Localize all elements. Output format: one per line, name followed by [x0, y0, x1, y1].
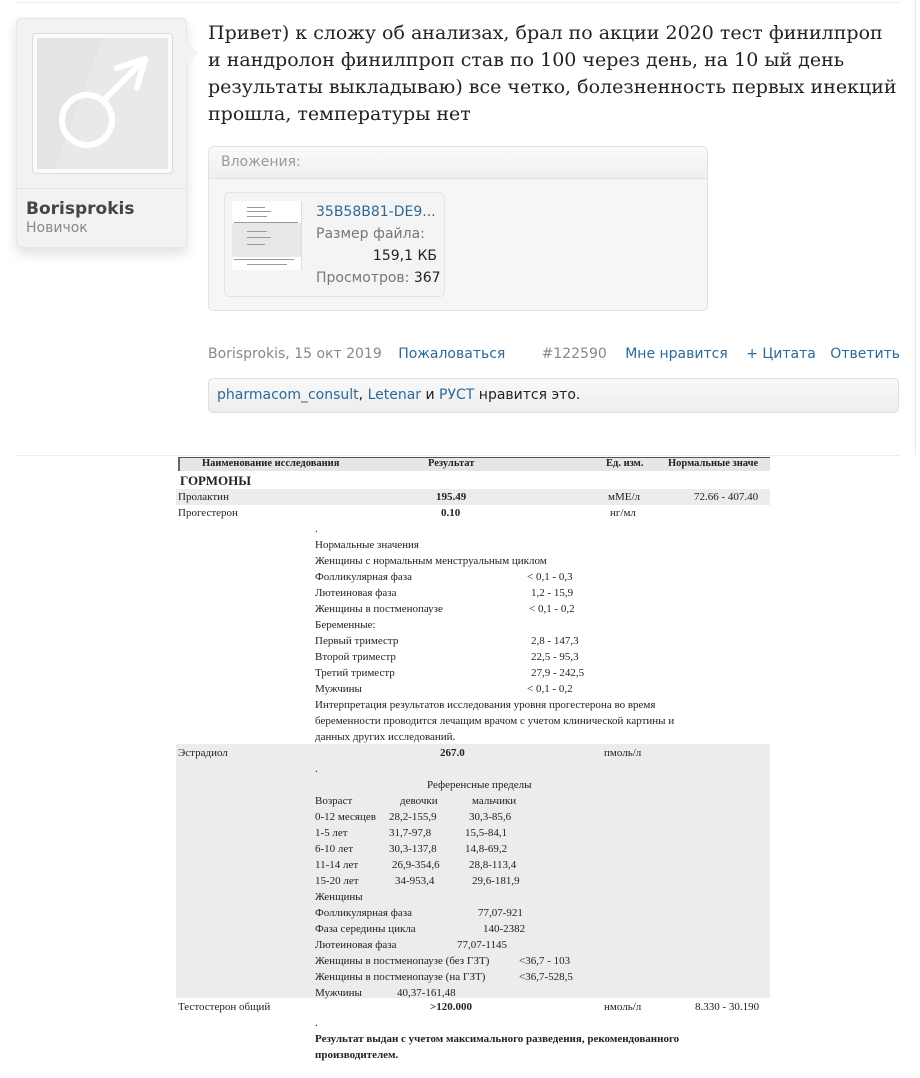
- col-name: Наименование исследования: [202, 458, 340, 469]
- post-meta: [208, 346, 900, 362]
- attachments-box: [208, 146, 708, 311]
- user-title: Новичок: [26, 220, 88, 236]
- right-border: [915, 0, 916, 455]
- table-row: [176, 747, 770, 761]
- row-unit: мМЕ/л: [608, 491, 641, 503]
- card-divider: [17, 188, 186, 189]
- attachments-label: Вложения:: [221, 154, 301, 170]
- avatar[interactable]: [32, 33, 173, 174]
- table-row: [176, 507, 770, 521]
- views-label: Просмотров:: [316, 270, 410, 286]
- row-name: Пролактин: [178, 491, 229, 503]
- report-link[interactable]: Пожаловаться: [398, 346, 506, 362]
- row-name: Прогестерон: [178, 507, 238, 519]
- card-pointer: [186, 41, 198, 65]
- section-title: ГОРМОНЫ: [180, 473, 252, 488]
- like-user-link[interactable]: pharmacom_consult: [217, 387, 359, 403]
- quote-link[interactable]: + Цитата: [746, 346, 816, 362]
- likes-separator: ,: [358, 387, 368, 403]
- attachment-filename[interactable]: 35B58B81-DE9...: [316, 204, 436, 220]
- likes-summary: [208, 378, 899, 413]
- reply-link[interactable]: Ответить: [830, 346, 900, 362]
- file-size-value: 159,1 КБ: [372, 248, 437, 264]
- row-result: >120.000: [430, 1001, 473, 1013]
- like-user-link[interactable]: РУСТ: [439, 387, 475, 403]
- username[interactable]: Borisprokis: [26, 199, 135, 219]
- post-actions: [528, 346, 900, 362]
- lab-results-image: Наименование исследования Результат Ед. изм. Нормальные значе ГОРМОНЫ Пролактин 195.49 мМЕ/л 72.66 - 407.40 Прогестерон 0.10 нг/мл . Нормальные значения Женщины с нормальным менструальным циклом Фолликулярная фаза < 0,1 - 0,3 Лютеиновая фаза 1,2 - 15,9 Женщины в постменопаузе < 0,1 - 0,2 Беременные: Первый триместр 2,8 - 147,3 Второй триместр 22,5 - 95,3 Третий триместр 27,9 - 242,5 Мужчины < 0,1 - 0,2 Интерпретация результатов исследования уровня прогестерона во время беременности проводится лечащим врачом с учетом клинической картины и данных других исследований. Эстрадиол 267.0 пмоль/л . Референсные пределы Возраст девочки мальчики 0-12 месяцев 28,2-155,9 30,3-85,6 1-5 лет 31,7-97,8 15,5-84,1 6-10 лет 30,3-137,8 14,8-69,2 11-14 лет 26,9-354,6 28,8-113,4 15-20 лет 34-953,4 29,6-181,9 Женщины Фолликулярная фаза 77,07-921 Фаза середины цикла 140-2382 Лютеиновая фаза 77,07-1145 Женщины в постменопаузе (без ГЗТ) <36,7 - 103 Женщины в постменопаузе (на ГЗТ) <36,7-528,5 Мужчины 40,37-161,48 Тестостерон общий >120.000 нмоль/л 8.330 - 30.190 . Результат выдан с учетом максимального разведения, рекомендованного производителем.: [176, 457, 770, 1078]
- file-size-label: Размер файла:: [316, 226, 425, 242]
- col-result: Результат: [428, 458, 475, 469]
- table-row: [176, 491, 770, 505]
- table-row: [176, 1001, 770, 1015]
- row-unit: пмоль/л: [604, 747, 642, 759]
- like-link[interactable]: Мне нравится: [625, 346, 728, 362]
- likes-and: и: [421, 387, 440, 403]
- row-norm: 72.66 - 407.40: [694, 491, 759, 503]
- row-result: 0.10: [441, 507, 461, 519]
- row-name: Эстрадиол: [178, 747, 228, 759]
- male-symbol-icon: [37, 38, 168, 169]
- row-unit: нг/мл: [610, 507, 636, 519]
- permalink[interactable]: #122590: [541, 346, 607, 362]
- col-unit: Ед. изм.: [606, 458, 644, 469]
- views-row: [316, 270, 441, 286]
- col-norm: Нормальные значе: [668, 458, 759, 469]
- likes-suffix: нравится это.: [474, 387, 581, 403]
- row-name: Тестостерон общий: [178, 1001, 271, 1013]
- post-message: Привет) к сложу об анализах, брал по акции 2020 тест финилпроп и нандролон финилпроп став по 100 через день, на 10 ый день результаты выкладываю) все четко, болезненность первых инекций прошла, температуры нет: [208, 22, 897, 125]
- row-result: 267.0: [440, 747, 465, 759]
- row-unit: нмоль/л: [604, 1001, 642, 1013]
- author-date: Borisprokis, 15 окт 2019: [208, 346, 382, 362]
- user-card: [16, 18, 187, 248]
- views-value: 367: [413, 270, 441, 286]
- row-result: 195.49: [436, 491, 467, 503]
- lab-table-header: [178, 457, 770, 471]
- attachment-item[interactable]: [224, 192, 445, 297]
- attachment-thumbnail[interactable]: [232, 201, 302, 270]
- row-norm: 8.330 - 30.190: [695, 1001, 760, 1013]
- top-divider: [16, 2, 900, 3]
- like-user-link[interactable]: Letenar: [367, 387, 422, 403]
- section-divider: [16, 455, 900, 456]
